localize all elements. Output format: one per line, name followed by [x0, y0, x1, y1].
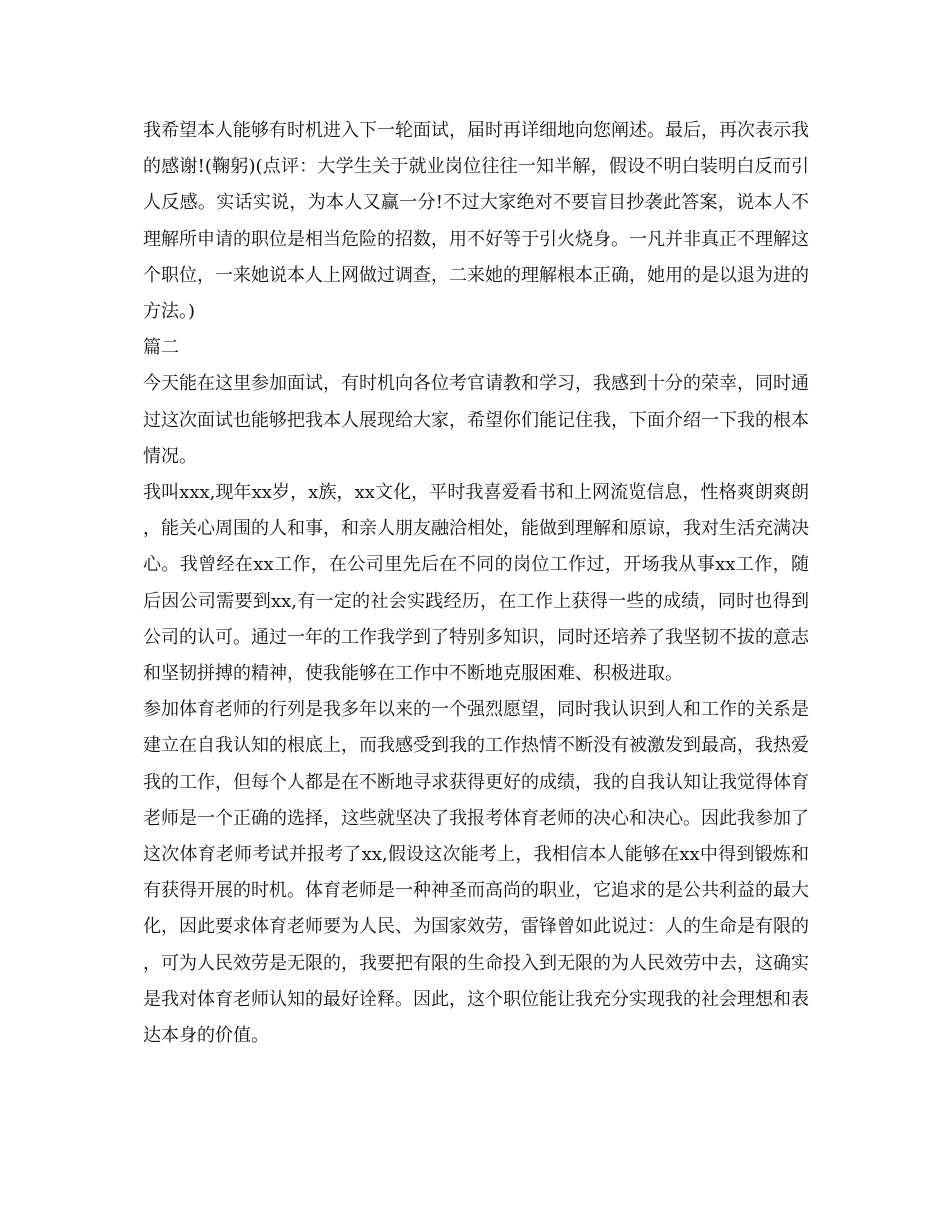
document-body: [143, 113, 809, 1054]
paragraph-personal-background: 我叫xxx,现年xx岁，x族，xx文化，平时我喜爱看书和上网流览信息，性格爽朗爽朗，能关心周围的人和事，和亲人朋友融洽相处，能做到理解和原谅，我对生活充满决心。我曾经在xx工作，在公司里先后在不同的岗位工作过，开场我从事xx工作，随后因公司需要到xx,有一定的社会实践经历，在工作上获得一些的成绩，同时也得到公司的认可。通过一年的工作我学到了特别多知识，同时还培养了我坚韧不拔的意志和坚韧拼搏的精神，使我能够在工作中不断地克服困难、积极进取。: [143, 482, 809, 685]
section-heading-part-two: 篇二: [143, 337, 179, 359]
paragraph-closing-remarks: 我希望本人能够有时机进入下一轮面试，届时再详细地向您阐述。最后，再次表示我的感谢!(鞠躬)(点评：大学生关于就业岗位往往一知半解，假设不明白装明白反而引人反感。实话实说，为本人又赢一分!不过大家绝对不要盲目抄袭此答案，说本人不理解所申请的职位是相当危险的招数，用不好等于引火烧身。一凡并非真正不理解这个职位，一来她说本人上网做过调查，二来她的理解根本正确，她用的是以退为进的方法。): [143, 120, 809, 323]
paragraph-motivation: 参加体育老师的行列是我多年以来的一个强烈愿望，同时我认识到人和工作的关系是建立在自我认知的根底上，而我感受到我的工作热情不断没有被激发到最高，我热爱我的工作，但每个人都是在不断地寻求获得更好的成绩，我的自我认知让我觉得体育老师是一个正确的选择，这些就坚决了我报考体育老师的决心和决心。因此我参加了这次体育老师考试并报考了xx,假设这次能考上，我相信本人能够在xx中得到锻炼和有获得开展的时机。体育老师是一种神圣而高尚的职业，它追求的是公共利益的最大化，因此要求体育老师要为人民、为国家效劳，雷锋曾如此说过：人的生命是有限的，可为人民效劳是无限的，我要把有限的生命投入到无限的为人民效劳中去，这确实是我对体育老师认知的最好诠释。因此，这个职位能让我充分实现我的社会理想和表达本身的价值。: [143, 699, 809, 1047]
paragraph-introduction: 今天能在这里参加面试，有时机向各位考官请教和学习，我感到十分的荣幸，同时通过这次面试也能够把我本人展现给大家，希望你们能记住我，下面介绍一下我的根本情况。: [143, 373, 809, 467]
